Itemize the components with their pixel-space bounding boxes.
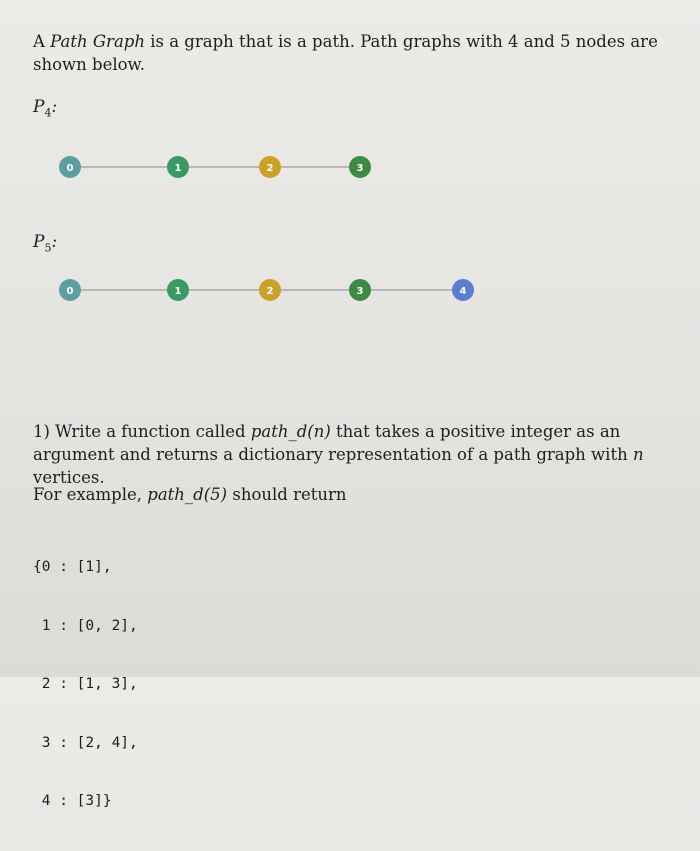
graph-label-suffix: : [51,232,58,252]
question-paragraph [33,420,668,489]
path-graph-p5 [0,276,700,306]
graph-node-label: 0 [66,163,74,174]
graph-label-suffix: : [51,97,58,117]
question-function-name: path_d(n) [250,422,331,441]
graph-node-label: 1 [174,163,182,174]
question-text-3: vertices. [33,468,105,487]
example-paragraph [33,485,347,504]
graph-label-p4 [33,97,57,119]
graph-node-label: 3 [356,163,364,174]
code-line: 2 : [1, 3], [33,676,138,692]
graph-node-label: 3 [356,286,364,297]
code-line: {0 : [1], [33,559,112,575]
graph-label-base: P [33,97,45,117]
intro-text-2: is a graph that is a path. Path graphs with 4 and 5 nodes are shown below. [33,32,658,74]
intro-paragraph [33,30,673,76]
graph-node-label: 2 [266,286,274,297]
path-graph-p4-svg [0,153,700,183]
intro-term: Path Graph [50,32,145,51]
example-text-1: For example, [33,485,148,504]
example-call: path_d(5) [147,485,228,504]
code-line: 3 : [2, 4], [33,734,138,751]
graph-label-p5 [33,232,57,254]
code-line: 1 : [0, 2], [33,617,138,634]
path-graph-p4 [0,153,700,183]
intro-text-1: A [33,32,51,51]
code-line: 4 : [3]} [33,793,112,809]
graph-label-sub: 4 [44,106,52,120]
question-text-2: that takes a positive integer as an argument and returns a dictionary representation of a path graph with [33,422,633,464]
graph-node-label: 0 [66,286,74,297]
code-block [33,519,138,851]
graph-node-label: 1 [174,286,182,297]
example-text-2: should return [227,485,347,504]
question-variable: n [632,445,644,464]
graph-node-label: 4 [459,286,467,297]
question-text-1: 1) Write a function called [33,422,251,441]
path-graph-p5-svg [0,276,700,306]
graph-label-base: P [33,232,45,252]
graph-node-label: 2 [266,163,274,174]
graph-label-sub: 5 [44,241,52,255]
